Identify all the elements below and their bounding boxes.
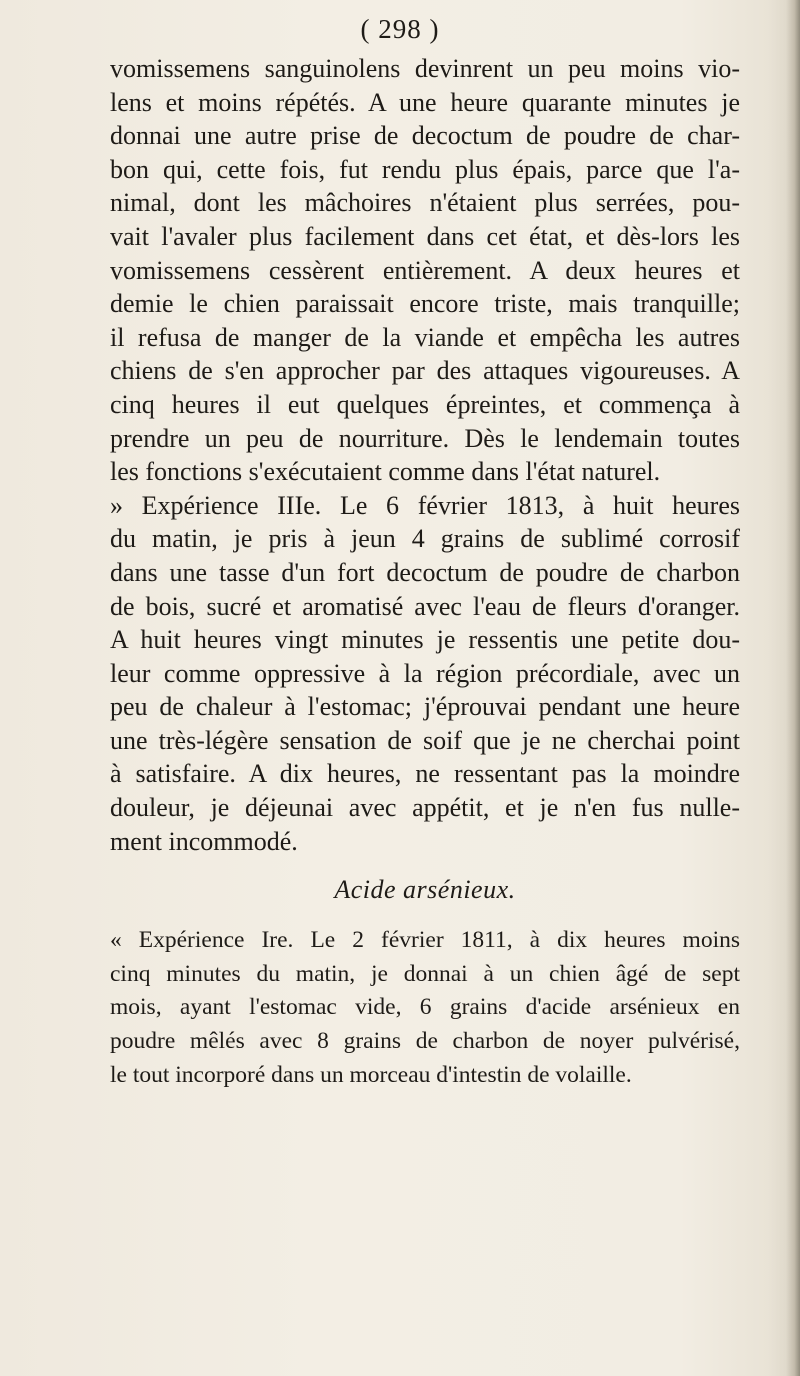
text-line: ment incommodé.: [110, 826, 298, 856]
paragraph-2: [110, 489, 740, 859]
text-line: cinq minutes du matin, je donnai à un chien âgé de sept: [110, 960, 740, 987]
text-line: mois, ayant l'estomac vide, 6 grains d'acide arsénieux en: [110, 994, 740, 1021]
text-line: A huit heures vingt minutes je ressentis une petite dou-: [110, 625, 740, 655]
text-line: les fonctions s'exécutaient comme dans l'état naturel.: [110, 457, 661, 487]
page-edge-shadow: [786, 0, 800, 1376]
paragraph-1: [110, 52, 740, 489]
text-line: vait l'avaler plus facilement dans cet état, et dès-lors les: [110, 221, 740, 251]
text-line: vomissemens sanguinolens devinrent un peu moins vio-: [110, 54, 740, 83]
text-line: chiens de s'en approcher par des attaques vigoureuses. A: [110, 356, 740, 386]
text-line: donnai une autre prise de decoctum de poudre de char-: [110, 121, 740, 151]
text-line: nimal, dont les mâchoires n'étaient plus serrées, pou-: [110, 188, 740, 218]
text-line: du matin, je pris à jeun 4 grains de sublimé corrosif: [110, 524, 740, 554]
text-line: peu de chaleur à l'estomac; j'éprouvai pendant une heure: [110, 692, 740, 722]
text-line: il refusa de manger de la viande et empêcha les autres: [110, 322, 740, 352]
paragraph-3: [110, 924, 740, 1092]
text-block: [110, 52, 740, 1092]
text-line: demie le chien paraissait encore triste, mais tranquille;: [110, 289, 740, 319]
text-line: vomissemens cessèrent entièrement. A deux heures et: [110, 255, 740, 285]
text-line: cinq heures il eut quelques épreintes, et commença à: [110, 389, 740, 419]
text-line: leur comme oppressive à la région précordiale, avec un: [110, 658, 740, 688]
text-line: prendre un peu de nourriture. Dès le lendemain toutes: [110, 423, 740, 453]
text-line: une très-légère sensation de soif que je ne cherchai point: [110, 725, 740, 755]
section-heading: Acide arsénieux.: [334, 875, 516, 905]
text-line: bon qui, cette fois, fut rendu plus épais, parce que l'a-: [110, 154, 740, 184]
text-line: de bois, sucré et aromatisé avec l'eau de fleurs d'oranger.: [110, 591, 740, 621]
page-number: ( 298 ): [360, 14, 440, 44]
text-line: « Expérience Ire. Le 2 février 1811, à dix heures moins: [110, 927, 740, 954]
text-line: douleur, je déjeunai avec appétit, et je n'en fus nulle-: [110, 793, 740, 823]
text-line: dans une tasse d'un fort decoctum de poudre de charbon: [110, 557, 740, 587]
text-line: poudre mêlés avec 8 grains de charbon de noyer pulvérisé,: [110, 1028, 740, 1055]
text-line: à satisfaire. A dix heures, ne ressentant pas la moindre: [110, 759, 740, 789]
text-line: » Expérience IIIe. Le 6 février 1813, à huit heures: [110, 490, 740, 520]
text-line: lens et moins répétés. A une heure quarante minutes je: [110, 87, 740, 117]
text-line: le tout incorporé dans un morceau d'intestin de volaille.: [110, 1061, 632, 1088]
